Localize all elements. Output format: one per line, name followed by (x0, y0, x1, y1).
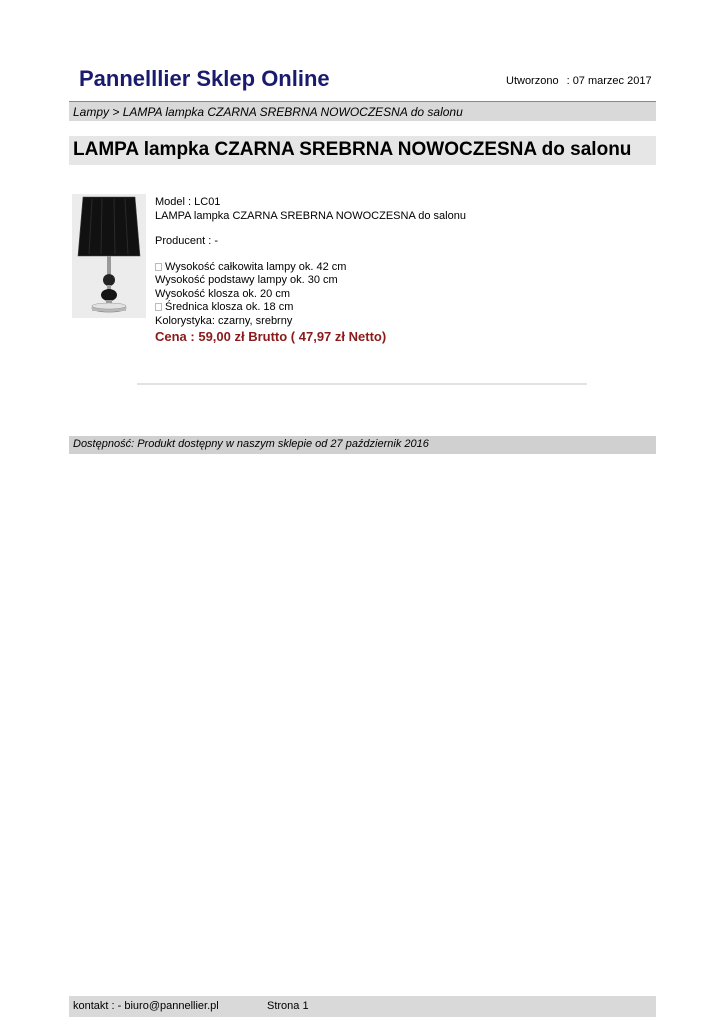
bullet-box-icon (155, 263, 162, 271)
spec-text: Kolorystyka: czarny, srebrny (155, 314, 293, 327)
product-price: Cena : 59,00 zł Brutto ( 47,97 zł Netto) (155, 329, 387, 344)
availability-bar (69, 436, 656, 454)
breadcrumb: Lampy > LAMPA lampka CZARNA SREBRNA NOWOCZESNA do salonu (73, 105, 463, 119)
product-producer: Producent : - (155, 235, 218, 247)
availability-text: Dostępność: Produkt dostępny w naszym sklepie od 27 październik 2016 (73, 438, 429, 450)
spec-line (155, 274, 466, 288)
shop-title: Pannelllier Sklep Online (79, 66, 330, 91)
spec-line (155, 261, 466, 275)
breadcrumb-bar (69, 101, 656, 121)
product-title: LAMPA lampka CZARNA SREBRNA NOWOCZESNA do salonu (73, 139, 632, 160)
product-name: LAMPA lampka CZARNA SREBRNA NOWOCZESNA do salonu (155, 209, 466, 222)
table-lamp-icon (72, 194, 146, 318)
product-details (155, 196, 466, 344)
spec-text: Średnica klosza ok. 18 cm (165, 301, 294, 313)
footer (69, 996, 656, 1017)
spec-line (155, 301, 466, 315)
spec-line (155, 315, 466, 329)
product-model: Model : LC01 (155, 196, 221, 208)
footer-contact: kontakt : - biuro@pannellier.pl (73, 1000, 219, 1012)
divider (137, 383, 587, 385)
created-date-value: : 07 marzec 2017 (566, 75, 652, 87)
product-image (72, 194, 146, 318)
created-date (506, 75, 652, 87)
page-number: Strona 1 (267, 1000, 309, 1012)
spec-line (155, 288, 466, 302)
spec-text: Wysokość klosza ok. 20 cm (155, 287, 290, 300)
bullet-box-icon (155, 303, 162, 311)
product-title-bar (69, 136, 656, 165)
spec-text: Wysokość całkowita lampy ok. 42 cm (165, 260, 347, 273)
spec-text: Wysokość podstawy lampy ok. 30 cm (155, 274, 338, 286)
created-label: Utworzono (506, 75, 559, 87)
